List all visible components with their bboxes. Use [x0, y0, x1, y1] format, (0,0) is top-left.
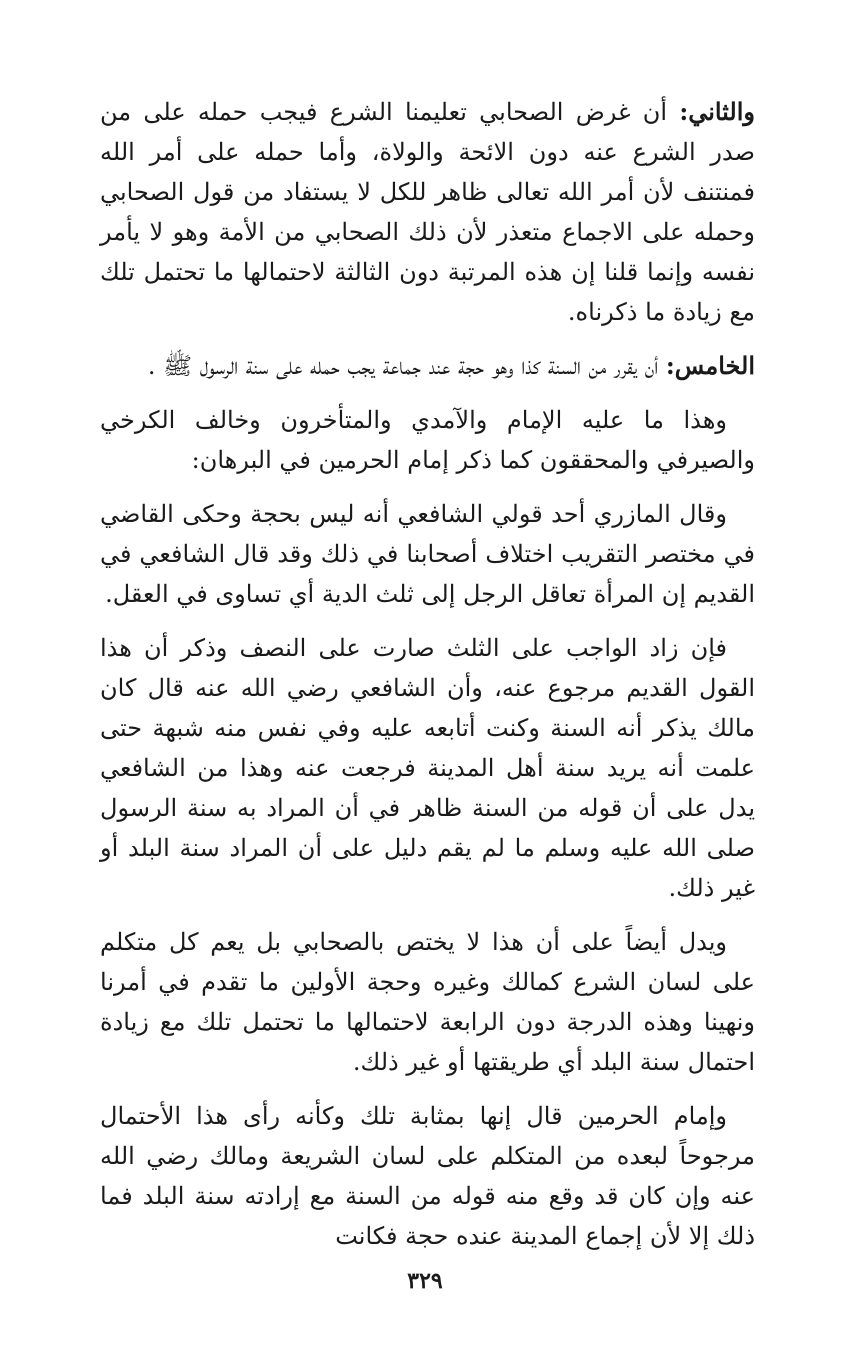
paragraph-text: وإمام الحرمين قال إنها بمثابة تلك وكأنه رأى هذا الأحتمال مرجوحاً لبعده من المتكلم على لسان الشريعة ومالك رضي الله عنه وإن كان قد وقع منه قوله من السنة مع إرادته سنة البلد فما ذلك إلا لأن إجماع المدينة عنده حجة فكانت: [100, 1102, 755, 1250]
paragraph: [100, 400, 755, 480]
paragraph-text: أن يقرر من السنة كذا وهو حجة عند جماعة يجب حمله على سنة الرسول ﷺ .: [147, 352, 666, 380]
paragraph-text: ويدل أيضاً على أن هذا لا يختص بالصحابي بل يعم كل متكلم على لسان الشرع كمالك وغيره وحجة الأولين ما تقدم في أمرنا ونهينا وهذه الدرجة دون الرابعة لاحتمالها ما تحتمل تلك مع زيادة احتمال سنة البلد أي طريقتها أو غير ذلك.: [100, 928, 755, 1076]
paragraph-text: أن غرض الصحابي تعليمنا الشرع فيجب حمله على من صدر الشرع عنه دون الائحة والولاة، وأما حمله على أمر الله فمنتنف لأن أمر الله تعالى ظاهر للكل لا يستفاد من قول الصحابي وحمله على الاجماع متعذر لأن ذلك الصحابي من الأمة وهو لا يأمر نفسه وإنما قلنا إن هذه المرتبة دون الثالثة لاحتمالها ما تحتمل تلك مع زيادة ما ذكرناه.: [100, 98, 755, 326]
paragraph-lead: الخامس:: [665, 351, 755, 380]
paragraph: [100, 922, 755, 1082]
paragraph: [100, 1096, 755, 1256]
paragraph-second: [100, 92, 755, 332]
paragraph-lead: والثاني:: [679, 97, 755, 126]
paragraph: [100, 628, 755, 908]
paragraph: [100, 494, 755, 614]
page-number: ٣٢٩: [407, 1268, 443, 1294]
paragraph-text: وهذا ما عليه الإمام والآمدي والمتأخرون وخالف الكرخي والصيرفي والمحققون كما ذكر إمام الحرمين في البرهان:: [100, 406, 755, 474]
paragraph-text: وقال المازري أحد قولي الشافعي أنه ليس بحجة وحكى القاضي في مختصر التقريب اختلاف أصحابنا في ذلك وقد قال الشافعي في القديم إن المرأة تعاقل الرجل إلى ثلث الدية أي تساوى في العقل.: [100, 500, 755, 608]
body-text: [100, 92, 755, 1270]
paragraph-text: فإن زاد الواجب على الثلث صارت على النصف وذكر أن هذا القول القديم مرجوع عنه، وأن الشافعي رضي الله عنه قال كان مالك يذكر أنه السنة وكنت أتابعه عليه وفي نفس منه شبهة حتى علمت أنه يريد سنة أهل المدينة فرجعت عنه وهذا من الشافعي يدل على أن قوله من السنة ظاهر في أن المراد به سنة الرسول صلى الله عليه وسلم ما لم يقم دليل على أن المراد سنة البلد أو غير ذلك.: [100, 634, 756, 902]
paragraph-fifth: [100, 346, 755, 386]
